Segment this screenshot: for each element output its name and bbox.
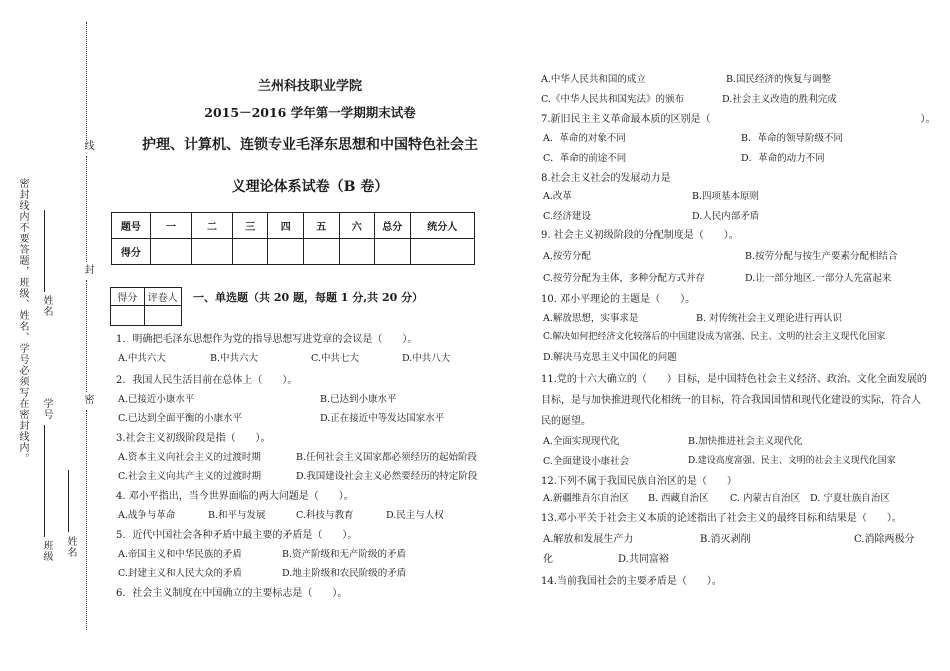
score-header-1: 一 <box>150 213 191 239</box>
q6-option-a: A.中华人民共和国的成立 <box>541 74 646 85</box>
q10-option-d: D.解决马克思主义中国化的问题 <box>543 352 677 363</box>
score-cell[interactable] <box>191 239 232 265</box>
question-1: 1．明确把毛泽东思想作为党的指导思想写进党章的会议是（ ）。 <box>116 334 418 345</box>
score-header-2: 二 <box>191 213 232 239</box>
score-header-3: 三 <box>232 213 268 239</box>
q1-option-b: B.中共六大 <box>210 353 259 364</box>
q5-option-b: B.资产阶级和无产阶级的矛盾 <box>282 549 407 560</box>
q10-option-b: B. 对传统社会主义理论进行再认识 <box>696 313 843 324</box>
score-cell[interactable] <box>304 239 340 265</box>
q13-option-a: A.解放和发展生产力 <box>543 534 634 545</box>
q9-option-a: A.按劳分配 <box>543 251 591 262</box>
q7-option-b: B．革命的领导阶级不同 <box>741 133 843 144</box>
score-cell[interactable] <box>339 239 375 265</box>
q6-option-d: D.社会主义改造的胜利完成 <box>722 94 837 105</box>
seal-mark-xian: 线 <box>82 140 93 151</box>
q2-option-a: A.已接近小康水平 <box>118 394 195 405</box>
q5-option-c: C.封建主义和人民大众的矛盾 <box>118 568 242 579</box>
score-header-4: 四 <box>268 213 304 239</box>
grader-score-cell[interactable] <box>111 306 145 326</box>
q4-option-d: D.民主与人权 <box>386 510 444 521</box>
q12-option-c: C. 内蒙古自治区 <box>730 493 800 504</box>
question-14: 14.当前我国社会的主要矛盾是（ ）。 <box>541 576 722 587</box>
class-label: 班级 <box>41 540 52 562</box>
binding-notice: 密封线内不要答题，班级、姓名、学号必须写在密封线内。 <box>17 178 28 464</box>
question-12: 12.下列不属于我国民族自治区的是（ ） <box>541 476 737 487</box>
score-table <box>111 212 475 265</box>
question-9: 9. 社会主义初级阶段的分配制度是（ ）。 <box>541 230 739 241</box>
question-7: 7.新旧民主主义革命最本质的区别是（ ）。 <box>541 114 936 125</box>
question-11-line1: 11.党的十六大确立的（ ）目标，是中国特色社会主义经济、政治、文化全面发展的 <box>541 374 927 385</box>
grader-score-label: 得分 <box>111 288 145 306</box>
question-10: 10. 邓小平理论的主题是（ ）。 <box>541 294 696 305</box>
q7-option-c: C．革命的前途不同 <box>543 153 627 164</box>
seal-line-middle <box>86 156 87 262</box>
q8-option-b: B.四项基本原则 <box>692 191 760 202</box>
q13-option-c-wrap: 化 <box>543 554 553 565</box>
score-header-label: 题号 <box>112 213 151 239</box>
question-3: 3.社会主义初级阶段是指（ ）。 <box>116 433 271 444</box>
q9-option-b: B.按劳分配与按生产要素分配相结合 <box>745 251 898 262</box>
q4-option-b: B.和平与发展 <box>208 510 266 521</box>
q13-option-b: B.消灭剥削 <box>700 534 751 545</box>
q1-option-c: C.中共七大 <box>311 353 359 364</box>
score-cell[interactable] <box>268 239 304 265</box>
grader-label: 评卷人 <box>144 288 181 306</box>
question-6: 6．社会主义制度在中国确立的主要标志是（ ）。 <box>116 588 348 599</box>
question-11-line2: 目标，是与加快推进现代化相统一的目标，符合我国国情和现代化建设的实际，符合人 <box>541 395 921 406</box>
q11-option-c: C.全面建设小康社会 <box>543 456 629 467</box>
q12-option-d: D. 宁夏壮族自治区 <box>810 493 890 504</box>
school-name: 兰州科技职业学院 <box>257 79 362 94</box>
student-id-field[interactable] <box>44 425 45 537</box>
q8-option-a: A.改革 <box>543 191 572 202</box>
question-2: 2．我国人民生活目前在总体上（ ）。 <box>116 375 298 386</box>
score-cell[interactable] <box>150 239 191 265</box>
score-header-5: 五 <box>304 213 340 239</box>
q11-option-a: A.全面实现现代化 <box>543 436 620 447</box>
q13-option-d: D.共同富裕 <box>618 554 669 565</box>
score-header-total: 总分 <box>375 213 411 239</box>
exam-term: 2015－2016 学年第一学期期末试卷 <box>204 105 416 120</box>
q10-option-a: A.解放思想，实事求是 <box>543 313 639 324</box>
exam-title-line1: 护理、计算机、连锁专业毛泽东思想和中国特色社会主 <box>142 137 478 153</box>
q5-option-d: D.地主阶级和农民阶级的矛盾 <box>282 568 407 579</box>
q1-option-d: D.中共八大 <box>402 353 451 364</box>
q3-option-d: D.我国建设社会主义必然要经历的特定阶段 <box>296 471 478 482</box>
grader-name-cell[interactable] <box>144 306 181 326</box>
q13-option-c: C.消除两极分 <box>854 534 915 545</box>
q3-option-a: A.资本主义向社会主义的过渡时期 <box>118 452 261 463</box>
q9-option-c: C.按劳分配为主体，多种分配方式并存 <box>543 273 705 284</box>
score-row-label: 得分 <box>112 239 151 265</box>
q12-option-a: A.新疆维吾尔自治区 <box>543 493 629 504</box>
question-8: 8.社会主义社会的发展动力是 <box>541 173 671 184</box>
q3-option-b: B.任何社会主义国家都必须经历的起始阶段 <box>296 452 478 463</box>
q8-option-c: C.经济建设 <box>543 211 591 222</box>
q2-option-c: C.已达到全面平衡的小康水平 <box>118 413 242 424</box>
q4-option-c: C.科技与教育 <box>296 510 354 521</box>
q2-option-d: D.正在接近中等发达国家水平 <box>320 413 445 424</box>
section1-heading: 一、单选题（共 20 题，每题 1 分,共 20 分） <box>193 291 424 304</box>
score-cell[interactable] <box>232 239 268 265</box>
q5-option-a: A.帝国主义和中华民族的矛盾 <box>118 549 242 560</box>
name-field-lower[interactable] <box>68 470 69 532</box>
q7-option-a: A．革命的对象不同 <box>543 133 626 144</box>
q4-option-a: A.战争与革命 <box>118 510 176 521</box>
exam-title-line2: 义理论体系试卷（B 卷） <box>231 179 389 195</box>
score-header-tallier: 统分人 <box>410 213 474 239</box>
grader-table <box>110 287 182 326</box>
score-cell[interactable] <box>410 239 474 265</box>
q11-option-d: D.建设高度富强、民主、文明的社会主义现代化国家 <box>688 456 896 466</box>
name-field-upper[interactable] <box>44 210 45 292</box>
question-13: 13.邓小平关于社会主义本质的论述指出了社会主义的最终目标和结果是（ ）。 <box>541 513 902 524</box>
seal-line-bottom <box>86 410 87 630</box>
q11-option-b: B.加快推进社会主义现代化 <box>688 436 803 447</box>
q6-option-c: C.《中华人民共和国宪法》的颁布 <box>541 94 684 105</box>
q12-option-b: B. 西藏自治区 <box>648 493 709 504</box>
question-11-line3: 民的愿望。 <box>541 416 591 427</box>
score-header-6: 六 <box>339 213 375 239</box>
name-label-upper: 姓名 <box>41 295 52 317</box>
q10-option-c: C.解决如何把经济文化较落后的中国建设成为富强、民主、文明的社会主义现代化国家 <box>543 332 886 342</box>
q7-option-d: D．革命的动力不同 <box>741 153 825 164</box>
q1-option-a: A.中共六大 <box>118 353 166 364</box>
q3-option-c: C.社会主义向共产主义的过渡时期 <box>118 471 261 482</box>
name-label-lower: 姓名 <box>65 536 76 558</box>
q9-option-d: D.让一部分地区.一部分人先富起来 <box>745 273 892 284</box>
q8-option-d: D.人民内部矛盾 <box>692 211 760 222</box>
question-5: 5．近代中国社会各种矛盾中最主要的矛盾是（ ）。 <box>116 530 358 541</box>
seal-mark-mi: 密 <box>82 394 93 405</box>
score-cell[interactable] <box>375 239 411 265</box>
student-id-label: 学号 <box>41 398 52 420</box>
seal-line-top <box>86 22 87 140</box>
q2-option-b: B.已达到小康水平 <box>320 394 397 405</box>
seal-line-lower <box>86 280 87 392</box>
q6-option-b: B.国民经济的恢复与调整 <box>726 74 832 85</box>
seal-mark-feng: 封 <box>82 264 93 275</box>
question-4: 4. 邓小平指出，当今世界面临的两大问题是（ ）。 <box>116 491 354 502</box>
